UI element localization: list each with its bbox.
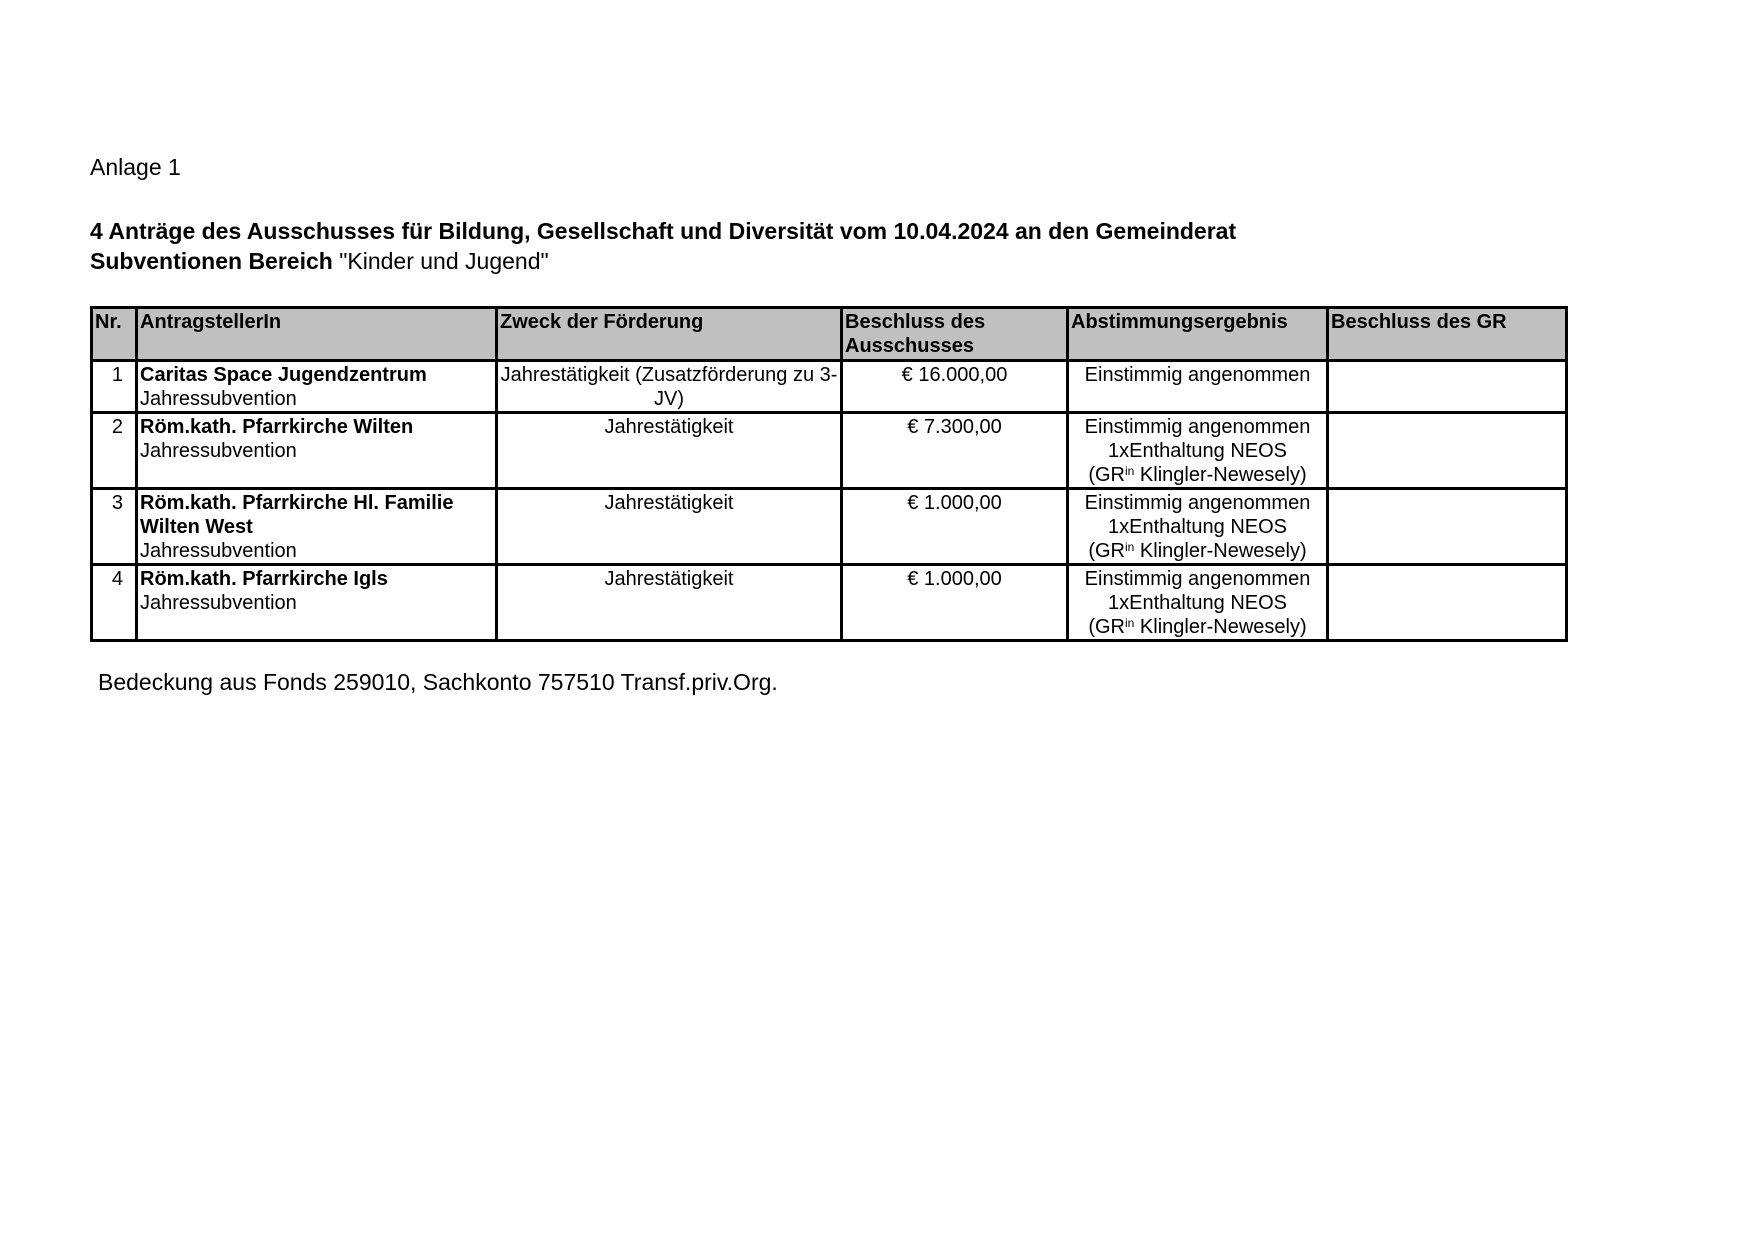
vote-suffix: Klingler-Newesely) (1134, 464, 1307, 486)
table-row (92, 565, 1567, 641)
cell-decision-gr (1328, 489, 1567, 565)
table-row (92, 413, 1567, 489)
subtitle-rest: "Kinder und Jugend" (332, 248, 549, 274)
cell-purpose: Jahrestätigkeit (Zusatzförderung zu 3-JV) (497, 361, 842, 413)
vote-suffix: Klingler-Newesely) (1134, 616, 1307, 638)
cell-nr: 3 (92, 489, 137, 565)
vote-line2: 1xEnthaltung NEOS (1108, 516, 1287, 538)
cell-decision-gr (1328, 361, 1567, 413)
cell-applicant (137, 565, 497, 641)
vote-line3 (1071, 539, 1324, 563)
attachment-label: Anlage 1 (90, 154, 181, 180)
vote-sup: in (1125, 540, 1135, 554)
applications-table (90, 306, 1568, 642)
applicant-name: Röm.kath. Pfarrkirche Hl. Familie Wilten West (140, 492, 454, 538)
cell-vote (1068, 565, 1328, 641)
cell-purpose: Jahrestätigkeit (497, 565, 842, 641)
table-header-row (92, 308, 1567, 361)
vote-line2: 1xEnthaltung NEOS (1108, 592, 1287, 614)
document-subtitle (90, 246, 549, 276)
header-decision-gr: Beschluss des GR (1328, 308, 1567, 361)
header-purpose: Zweck der Förderung (497, 308, 842, 361)
vote-line2: 1xEnthaltung NEOS (1108, 440, 1287, 462)
cell-nr: 1 (92, 361, 137, 413)
vote-line1: Einstimmig angenommen (1084, 364, 1311, 386)
table-row (92, 489, 1567, 565)
header-decision-committee: Beschluss des Ausschusses (842, 308, 1068, 361)
cell-applicant (137, 413, 497, 489)
table-row (92, 361, 1567, 413)
cell-amount: € 16.000,00 (842, 361, 1068, 413)
applicant-type: Jahressubvention (140, 440, 297, 462)
cell-nr: 2 (92, 413, 137, 489)
header-vote: Abstimmungsergebnis (1068, 308, 1328, 361)
cell-vote (1068, 361, 1328, 413)
vote-sup: in (1125, 616, 1135, 630)
vote-sup: in (1125, 464, 1135, 478)
cell-nr: 4 (92, 565, 137, 641)
applicant-type: Jahressubvention (140, 540, 297, 562)
cell-amount: € 7.300,00 (842, 413, 1068, 489)
header-applicant: AntragstellerIn (137, 308, 497, 361)
document-title: 4 Anträge des Ausschusses für Bildung, Gesellschaft und Diversität vom 10.04.2024 an den Gemeinderat (90, 218, 1237, 244)
cell-decision-gr (1328, 565, 1567, 641)
header-nr: Nr. (92, 308, 137, 361)
applicant-name: Röm.kath. Pfarrkirche Wilten (140, 416, 414, 438)
cell-purpose: Jahrestätigkeit (497, 413, 842, 489)
coverage-note: Bedeckung aus Fonds 259010, Sachkonto 757510 Transf.priv.Org. (98, 669, 778, 695)
vote-prefix: (GR (1088, 464, 1126, 486)
cell-applicant (137, 489, 497, 565)
vote-line3 (1071, 615, 1324, 639)
cell-applicant (137, 361, 497, 413)
cell-vote (1068, 489, 1328, 565)
vote-prefix: (GR (1088, 616, 1126, 638)
applicant-name: Röm.kath. Pfarrkirche Igls (140, 568, 388, 590)
vote-suffix: Klingler-Newesely) (1134, 540, 1307, 562)
applicant-type: Jahressubvention (140, 388, 297, 410)
cell-amount: € 1.000,00 (842, 489, 1068, 565)
vote-line1: Einstimmig angenommen (1084, 568, 1311, 590)
vote-prefix: (GR (1088, 540, 1126, 562)
vote-line1: Einstimmig angenommen (1084, 492, 1311, 514)
applicant-name: Caritas Space Jugendzentrum (140, 364, 427, 386)
cell-vote (1068, 413, 1328, 489)
cell-amount: € 1.000,00 (842, 565, 1068, 641)
cell-decision-gr (1328, 413, 1567, 489)
subtitle-bold: Subventionen Bereich (90, 248, 333, 274)
vote-line3 (1071, 463, 1324, 487)
vote-line1: Einstimmig angenommen (1084, 416, 1311, 438)
applicant-type: Jahressubvention (140, 592, 297, 614)
cell-purpose: Jahrestätigkeit (497, 489, 842, 565)
